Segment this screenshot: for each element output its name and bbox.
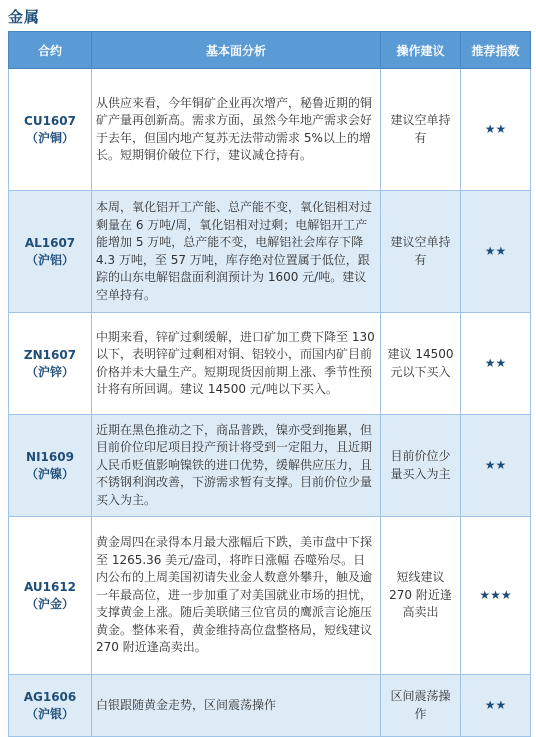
contract-cell bbox=[9, 191, 92, 313]
rating-cell: ★★ bbox=[461, 191, 531, 313]
rating-cell: ★★ bbox=[461, 313, 531, 415]
rating-cell: ★★ bbox=[461, 69, 531, 191]
rating-cell: ★★ bbox=[461, 415, 531, 517]
table-row bbox=[9, 313, 531, 415]
rating-cell: ★★ bbox=[461, 675, 531, 737]
contract-cell bbox=[9, 69, 92, 191]
contract-code: AG1606 bbox=[23, 689, 77, 704]
advice-cell: 区间震荡操作 bbox=[381, 675, 461, 737]
advice-cell: 短线建议 270 附近逢高卖出 bbox=[381, 517, 461, 675]
contract-name: （沪镍） bbox=[25, 466, 74, 481]
advice-cell: 建议 14500 元以下买入 bbox=[381, 313, 461, 415]
header-contract: 合约 bbox=[9, 32, 92, 69]
metals-table bbox=[8, 31, 531, 737]
contract-name: （沪银） bbox=[25, 706, 74, 721]
contract-code: AL1607 bbox=[24, 235, 76, 250]
contract-code: AU1612 bbox=[23, 579, 77, 594]
advice-cell: 目前价位少量买入为主 bbox=[381, 415, 461, 517]
table-row bbox=[9, 415, 531, 517]
contract-cell bbox=[9, 517, 92, 675]
rating-cell: ★★★ bbox=[461, 517, 531, 675]
analysis-cell: 从供应来看，今年铜矿企业再次增产，秘鲁近期的铜矿产量再创新高。需求方面，虽然今年地产需求会好于去年，但国内地产复苏无法带动需求 5%以上的增长。短期铜价破位下行，建议减仓持有。 bbox=[92, 69, 381, 191]
header-analysis: 基本面分析 bbox=[92, 32, 381, 69]
analysis-cell: 近期在黑色推动之下，商品普跌，镍亦受到拖累，但目前价位印尼项目投产预计将受到一定阻力，且近期人民币贬值影响镍铁的进口优势，缓解供应压力，且不锈钢利润改善，下游需求暂有支撑。目前价位少量买入为主。 bbox=[92, 415, 381, 517]
contract-name: （沪金） bbox=[25, 596, 74, 611]
table-row bbox=[9, 517, 531, 675]
header-advice: 操作建议 bbox=[381, 32, 461, 69]
table-row bbox=[9, 191, 531, 313]
contract-code: CU1607 bbox=[24, 113, 76, 128]
table-row bbox=[9, 69, 531, 191]
contract-name: （沪锌） bbox=[25, 364, 74, 379]
table-header-row bbox=[9, 32, 531, 69]
contract-code: ZN1607 bbox=[23, 347, 77, 362]
analysis-cell: 中期来看，锌矿过剩缓解，进口矿加工费下降至 130 以下，表明锌矿过剩相对铜、铝较小，而国内矿目前价格并未大量生产。短期现货因前期上涨、季节性预计将有所回调。建议 14500 元/吨以下买入。 bbox=[92, 313, 381, 415]
section-title: 金属 bbox=[8, 8, 41, 26]
analysis-cell: 本周，氧化铝开工产能、总产能不变，氧化铝相对过剩量在 6 万吨/周，氧化铝相对过剩；电解铝开工产能增加 5 万吨，总产能不变，电解铝社会库存下降 4.3 万吨，至 57 万吨，库存绝对位置属于低位，跟踪的山东电解铝盘面利润预计为 1600 元/吨。建议空单持有。 bbox=[92, 191, 381, 313]
analysis-cell: 白银跟随黄金走势，区间震荡操作 bbox=[92, 675, 381, 737]
contract-cell bbox=[9, 313, 92, 415]
advice-cell: 建议空单持有 bbox=[381, 191, 461, 313]
contract-cell bbox=[9, 415, 92, 517]
analysis-cell: 黄金周四在录得本月最大涨幅后下跌，美市盘中下探至 1265.36 美元/盎司，将昨日涨幅 吞噬殆尽。日内公布的上周美国初请失业金人数意外攀升，触及逾一年最高位，进一步加重了对美国就业市场的担忧，支撑黄金上涨。随后美联储三位官员的鹰派言论施压黄金。整体来看，黄金维持高位盘整格局，短线建议 270 附近逢高卖出。 bbox=[92, 517, 381, 675]
contract-name: （沪铜） bbox=[25, 130, 74, 145]
advice-cell: 建议空单持有 bbox=[381, 69, 461, 191]
contract-name: （沪铝） bbox=[25, 252, 74, 267]
header-rating: 推荐指数 bbox=[461, 32, 531, 69]
contract-cell bbox=[9, 675, 92, 737]
table-row bbox=[9, 675, 531, 737]
contract-code: NI1609 bbox=[26, 449, 74, 464]
